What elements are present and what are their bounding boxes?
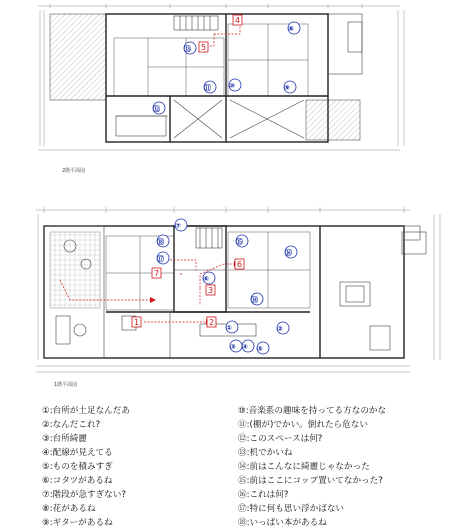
red-step-3 [206, 285, 215, 295]
legend-item: ⑥:コタツがあるね [42, 476, 113, 486]
red-step-5 [199, 42, 208, 52]
legend-item: ⑧:花があるね [42, 504, 96, 514]
marker-14 [251, 293, 263, 305]
legend-item: ③:台所綺麗 [42, 434, 87, 444]
comment-legend [30, 404, 450, 528]
svg-text:①: ① [226, 324, 232, 332]
red-step-7 [152, 268, 161, 278]
svg-text:⑮: ⑮ [236, 238, 243, 246]
svg-text:⑯: ⑯ [285, 249, 292, 257]
svg-text:⑫: ⑫ [153, 105, 160, 113]
svg-text:7: 7 [154, 269, 160, 278]
legend-item: ④:配線が見えてる [42, 448, 113, 458]
legend-item: ⑦:階段が急すぎない? [42, 490, 126, 500]
svg-text:②: ② [277, 325, 283, 333]
svg-text:5: 5 [201, 43, 207, 52]
marker-11 [204, 81, 216, 93]
marker-15 [236, 235, 248, 247]
marker-4 [242, 340, 254, 352]
marker-12 [153, 102, 165, 114]
marker-7 [175, 219, 187, 231]
legend-item: ⑮:前はここにコップ置いてなかった? [238, 476, 383, 486]
svg-text:⑪: ⑪ [204, 84, 211, 92]
svg-text:⑥: ⑥ [203, 275, 209, 283]
legend-left-column [42, 404, 130, 530]
marker-6 [203, 272, 215, 284]
marker-18 [157, 235, 169, 247]
svg-text:③: ③ [230, 343, 236, 351]
marker-13 [184, 42, 196, 54]
balcony-right [306, 100, 360, 140]
legend-right-column [238, 404, 386, 530]
legend-item: ⑭:前はこんなに綺麗じゃなかった [238, 462, 370, 472]
marker-16 [285, 246, 297, 258]
svg-text:2: 2 [209, 318, 215, 327]
legend-item: ⑩:音楽系の趣味を持ってる方なのかな [238, 406, 387, 416]
marker-3 [230, 340, 242, 352]
svg-text:⑦: ⑦ [175, 222, 181, 230]
svg-text:⑧: ⑧ [288, 25, 294, 33]
svg-text:⑨: ⑨ [284, 84, 290, 92]
red-step-1 [132, 317, 141, 327]
legend-item: ⑨:ギターがあるね [42, 518, 113, 528]
upper-floor-plan [38, 4, 404, 174]
legend-item: ⑫:このスペースは何? [238, 434, 323, 444]
svg-text:1: 1 [134, 318, 140, 327]
red-step-2 [207, 317, 216, 327]
svg-text:6: 6 [237, 260, 243, 269]
marker-5 [257, 342, 269, 354]
legend-item: ⑰:特に何も思い浮かばない [238, 504, 345, 514]
marker-1 [226, 321, 238, 333]
red-step-4 [233, 15, 242, 25]
marker-9 [284, 81, 296, 93]
svg-text:⑰: ⑰ [157, 255, 164, 263]
legend-item: ②:なんだこれ? [42, 420, 101, 430]
svg-text:⑬: ⑬ [184, 45, 191, 53]
svg-text:4: 4 [235, 16, 241, 25]
legend-item: ①:台所が土足なんだあ [42, 406, 130, 416]
svg-text:⑤: ⑤ [257, 345, 263, 353]
marker-2 [277, 322, 289, 334]
red-step-6 [235, 259, 244, 269]
legend-item: ⑤:ものを積みすぎ [42, 462, 113, 472]
svg-text:⑱: ⑱ [157, 238, 164, 246]
legend-item: ⑪:(棚が)でかい。倒れたら危ない [238, 420, 368, 430]
svg-text:3: 3 [208, 286, 214, 295]
marker-17 [157, 252, 169, 264]
legend-item: ⑯:これは何? [238, 490, 289, 500]
legend-item: ⑱:いっぱい本があるね [238, 518, 327, 528]
svg-text:④: ④ [242, 343, 248, 351]
svg-text:⑭: ⑭ [251, 296, 258, 304]
balcony-left [50, 14, 106, 100]
marker-8 [288, 22, 300, 34]
lower-floor-plan [36, 207, 440, 388]
lower-floor-label: 1階平面図 [54, 382, 78, 388]
legend-item: ⑬:机でかいね [238, 448, 293, 458]
svg-text:⑩: ⑩ [229, 82, 235, 90]
marker-10 [229, 79, 241, 91]
red-step-markers [132, 15, 244, 327]
upper-floor-label: 2階平面図 [62, 168, 86, 174]
